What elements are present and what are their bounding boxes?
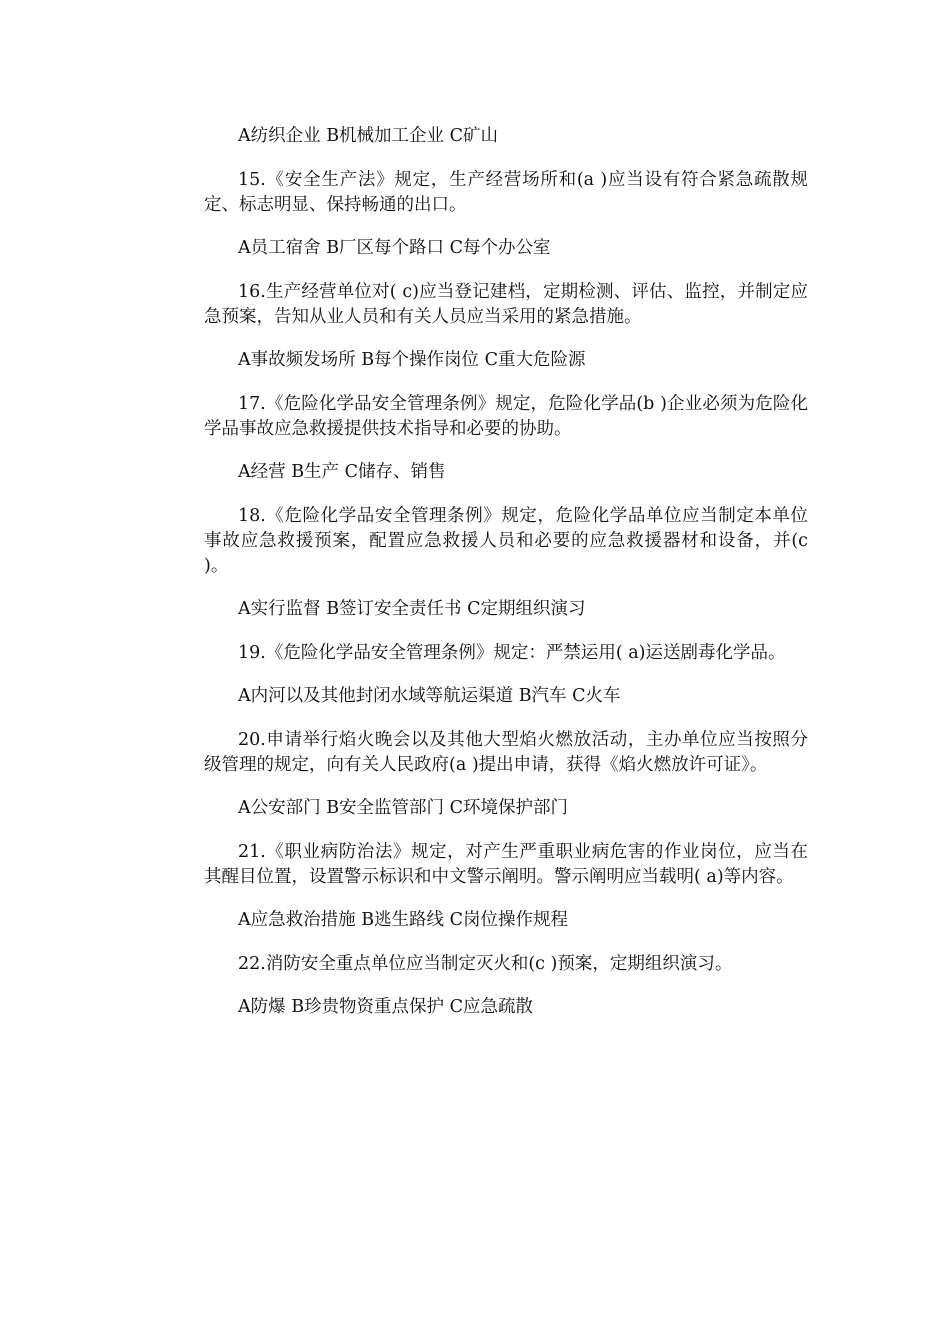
question-15: 15.《安全生产法》规定，生产经营场所和(a )应当设有符合紧急疏散规定、标志明显、保持畅通的出口。	[204, 170, 808, 215]
question-22: 22.消防安全重点单位应当制定灭火和(c )预案，定期组织演习。	[238, 954, 733, 974]
answer-options-15: A员工宿舍 B厂区每个路口 C每个办公室	[238, 238, 551, 258]
answer-options-21: A应急救治措施 B逃生路线 C岗位操作规程	[238, 910, 569, 930]
answer-options-14: A纺织企业 B机械加工企业 C矿山	[238, 126, 499, 146]
question-17: 17.《危险化学品安全管理条例》规定，危险化学品(b )企业必须为危险化学品事故应急救援提供技术指导和必要的协助。	[204, 394, 808, 439]
answer-options-17: A经营 B生产 C储存、销售	[238, 462, 446, 482]
document-body	[204, 124, 808, 1039]
question-21: 21.《职业病防治法》规定，对产生严重职业病危害的作业岗位，应当在其醒目位置，设置警示标识和中文警示阐明。警示阐明应当载明( a)等内容。	[204, 842, 808, 887]
answer-options-16: A事故频发场所 B每个操作岗位 C重大危险源	[238, 350, 586, 370]
question-20: 20.申请举行焰火晚会以及其他大型焰火燃放活动，主办单位应当按照分级管理的规定，向有关人民政府(a )提出申请，获得《焰火燃放许可证》。	[204, 730, 808, 775]
question-18: 18.《危险化学品安全管理条例》规定，危险化学品单位应当制定本单位事故应急救援预案，配置应急救援人员和必要的应急救援器材和设备，并(c )。	[204, 506, 808, 576]
answer-options-19: A内河以及其他封闭水域等航运渠道 B汽车 C火车	[238, 686, 621, 706]
answer-options-20: A公安部门 B安全监管部门 C环境保护部门	[238, 798, 569, 818]
question-19: 19.《危险化学品安全管理条例》规定：严禁运用( a)运送剧毒化学品。	[238, 643, 786, 663]
question-16: 16.生产经营单位对( c)应当登记建档，定期检测、评估、监控，并制定应急预案，告知从业人员和有关人员应当采用的紧急措施。	[204, 282, 808, 327]
answer-options-18: A实行监督 B签订安全责任书 C定期组织演习	[238, 599, 586, 619]
answer-options-22: A防爆 B珍贵物资重点保护 C应急疏散	[238, 997, 534, 1017]
